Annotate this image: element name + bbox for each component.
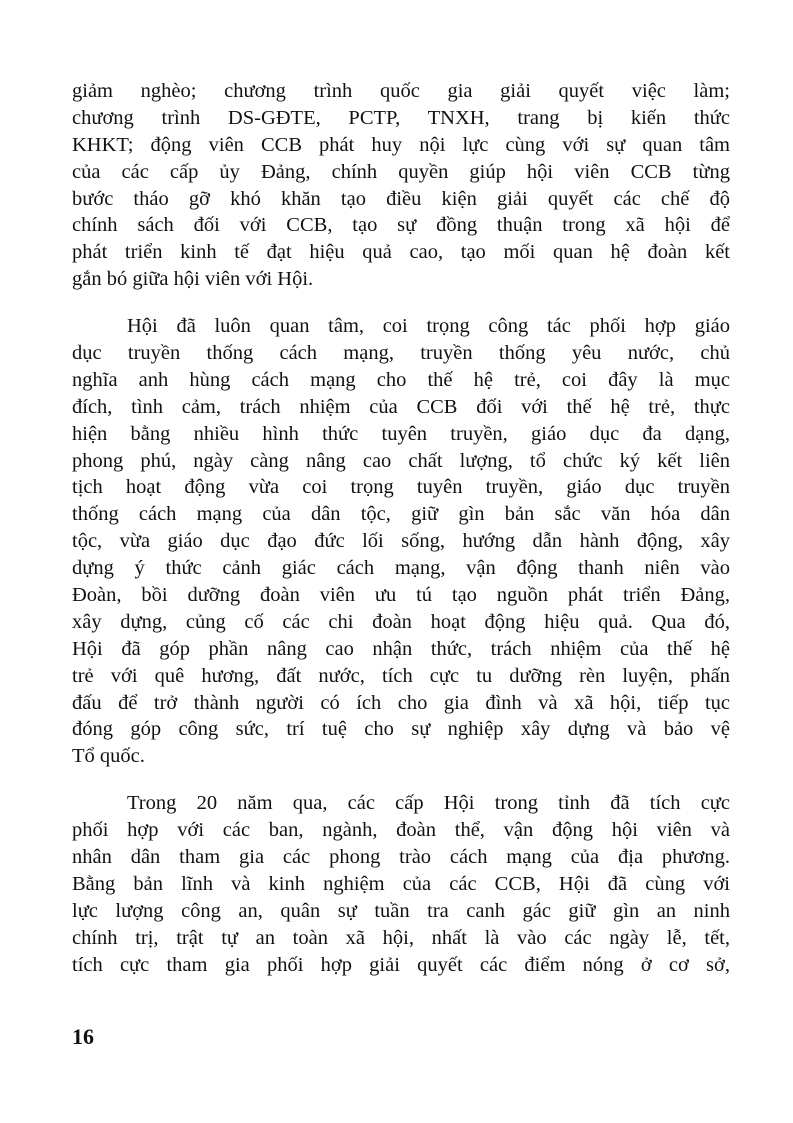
text-line: trẻ với quê hương, đất nước, tích cực tu dưỡng rèn luyện, phấn <box>72 664 730 687</box>
text-line: đích, tình cảm, trách nhiệm của CCB đối với thế hệ trẻ, thực <box>72 395 730 418</box>
text-line: bước tháo gỡ khó khăn tạo điều kiện giải quyết các chế độ <box>72 187 730 210</box>
text-line: gắn bó giữa hội viên với Hội. <box>72 268 314 291</box>
text-line: hiện bằng nhiều hình thức tuyên truyền, giáo dục đa dạng, <box>72 422 730 445</box>
text-line: đấu để trở thành người có ích cho gia đình và xã hội, tiếp tục <box>72 691 730 714</box>
text-line: đóng góp công sức, trí tuệ cho sự nghiệp xây dựng và bảo vệ <box>72 718 730 741</box>
text-line: phát triển kinh tế đạt hiệu quả cao, tạo mối quan hệ đoàn kết <box>72 241 730 264</box>
text-line: chính trị, trật tự an toàn xã hội, nhất là vào các ngày lễ, tết, <box>72 926 730 949</box>
text-line: của các cấp ủy Đảng, chính quyền giúp hội viên CCB từng <box>72 160 730 183</box>
text-line: phong phú, ngày càng nâng cao chất lượng, tổ chức ký kết liên <box>72 449 730 472</box>
text-line: Hội đã luôn quan tâm, coi trọng công tác phối hợp giáo <box>127 315 730 338</box>
text-line: Hội đã góp phần nâng cao nhận thức, trách nhiệm của thế hệ <box>72 637 730 660</box>
text-line: nhân dân tham gia các phong trào cách mạng của địa phương. <box>72 846 730 869</box>
text-line: chính sách đối với CCB, tạo sự đồng thuận trong xã hội để <box>72 214 730 237</box>
paragraph-2 <box>72 313 730 770</box>
text-line: xây dựng, củng cố các chi đoàn hoạt động hiệu quả. Qua đó, <box>72 610 730 633</box>
text-line: KHKT; động viên CCB phát huy nội lực cùng với sự quan tâm <box>72 133 730 156</box>
text-line: Trong 20 năm qua, các cấp Hội trong tỉnh đã tích cực <box>127 792 730 815</box>
text-line: thống cách mạng của dân tộc, giữ gìn bản sắc văn hóa dân <box>72 503 730 526</box>
text-line: chương trình DS-GĐTE, PCTP, TNXH, trang bị kiến thức <box>72 106 730 129</box>
text-line: nghĩa anh hùng cách mạng cho thế hệ trẻ, coi đây là mục <box>72 368 730 391</box>
page-body <box>72 78 730 999</box>
text-line: dục truyền thống cách mạng, truyền thống yêu nước, chủ <box>72 342 730 365</box>
text-line: Đoàn, bồi dưỡng đoàn viên ưu tú tạo nguồn phát triển Đảng, <box>72 584 730 607</box>
text-line: giảm nghèo; chương trình quốc gia giải quyết việc làm; <box>72 80 730 102</box>
text-line: tộc, vừa giáo dục đạo đức lối sống, hướng dẫn hành động, xây <box>72 530 730 553</box>
paragraph-3 <box>72 790 730 978</box>
text-line: dựng ý thức cảnh giác cách mạng, vận động thanh niên vào <box>72 557 730 580</box>
text-line: lực lượng công an, quân sự tuần tra canh gác giữ gìn an ninh <box>72 899 730 922</box>
text-line: tịch hoạt động vừa coi trọng tuyên truyền, giáo dục truyền <box>72 476 730 499</box>
paragraph-1 <box>72 78 730 293</box>
page-number: 16 <box>72 1024 94 1049</box>
text-line: tích cực tham gia phối hợp giải quyết các điểm nóng ở cơ sở, <box>72 953 730 976</box>
text-line: Bằng bản lĩnh và kinh nghiệm của các CCB, Hội đã cùng với <box>72 872 730 895</box>
text-line: Tổ quốc. <box>72 745 145 768</box>
text-line: phối hợp với các ban, ngành, đoàn thể, vận động hội viên và <box>72 819 730 842</box>
